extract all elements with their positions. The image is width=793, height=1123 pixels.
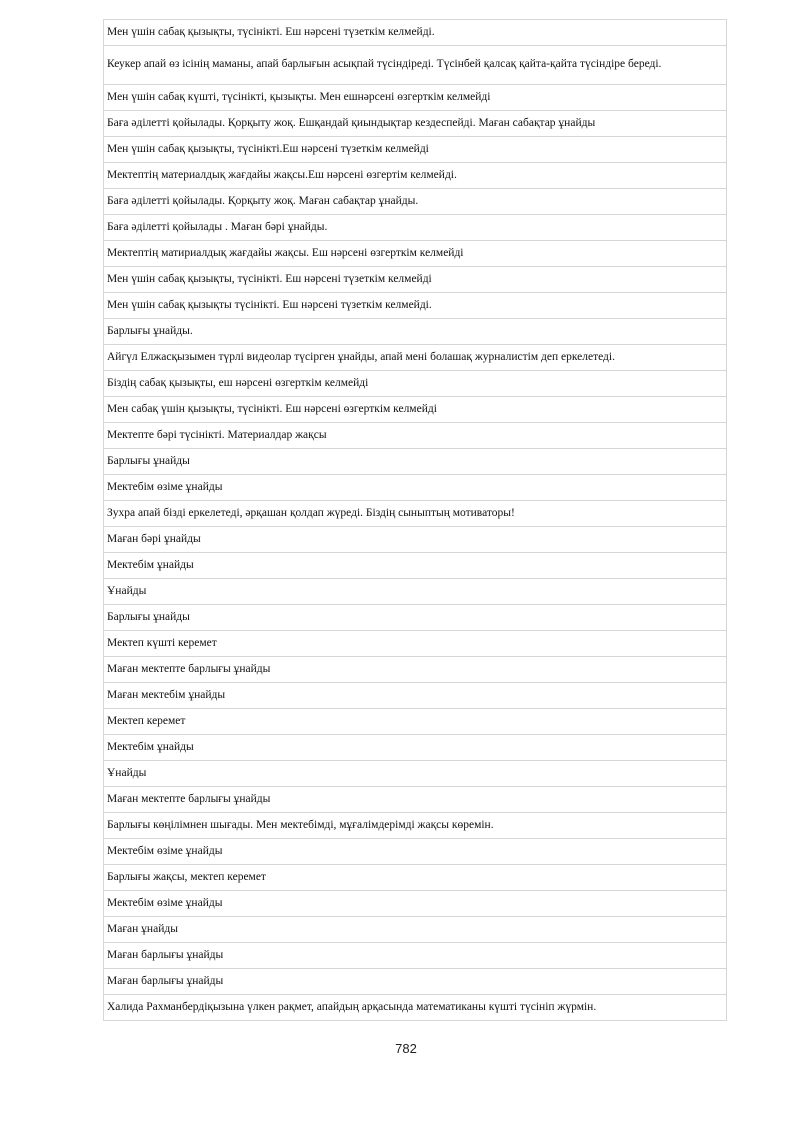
- table-row: [104, 761, 727, 787]
- response-cell: Ұнайды: [104, 579, 727, 605]
- table-row: [104, 371, 727, 397]
- response-cell: Мен сабақ үшін қызықты, түсінікті. Еш нәрсені өзгерткім келмейді: [104, 397, 727, 423]
- table-row: [104, 995, 727, 1021]
- response-cell: Маған барлығы ұнайды: [104, 943, 727, 969]
- response-cell: Айгүл Елжасқызымен түрлі видеолар түсірген ұнайды, апай мені болашақ журналистім деп еркелетеді.: [104, 345, 727, 371]
- response-cell: Мен үшін сабақ күшті, түсінікті, қызықты. Мен ешнәрсені өзгерткім келмейді: [104, 85, 727, 111]
- table-row: [104, 735, 727, 761]
- response-cell: Халида Рахманбердіқызына үлкен рақмет, апайдың арқасында математиканы күшті түсініп жүрмін.: [104, 995, 727, 1021]
- response-cell: Мектептің материалдық жағдайы жақсы.Еш нәрсені өзгертім келмейді.: [104, 163, 727, 189]
- table-row: [104, 709, 727, 735]
- response-cell: Баға әділетті қойылады. Қорқыту жоқ. Маған сабақтар ұнайды.: [104, 189, 727, 215]
- table-row: [104, 449, 727, 475]
- table-row: [104, 501, 727, 527]
- response-cell: Мектебім өзіме ұнайды: [104, 891, 727, 917]
- table-row: [104, 85, 727, 111]
- response-cell: Мектеп керемет: [104, 709, 727, 735]
- response-cell: Барлығы жақсы, мектеп керемет: [104, 865, 727, 891]
- table-row: [104, 917, 727, 943]
- response-cell: Маған барлығы ұнайды: [104, 969, 727, 995]
- table-row: [104, 605, 727, 631]
- response-cell: Мен үшін сабақ қызықты, түсінікті. Еш нәрсені түзеткім келмейді.: [104, 20, 727, 46]
- table-row: [104, 46, 727, 85]
- table-row: [104, 345, 727, 371]
- response-cell: Маған мектепте барлығы ұнайды: [104, 657, 727, 683]
- response-cell: Біздің сабақ қызықты, еш нәрсені өзгерткім келмейді: [104, 371, 727, 397]
- table-row: [104, 787, 727, 813]
- response-cell: Мен үшін сабақ қызықты, түсінікті.Еш нәрсені түзеткім келмейді: [104, 137, 727, 163]
- response-cell: Барлығы ұнайды.: [104, 319, 727, 345]
- response-cell: Кеукер апай өз ісінің маманы, апай барлығын асықпай түсіндіреді. Түсінбей қалсақ қайта-қайта түсіндіре береді.: [104, 46, 727, 85]
- responses-table: [103, 19, 727, 1021]
- table-row: [104, 423, 727, 449]
- table-row: [104, 241, 727, 267]
- table-row: [104, 943, 727, 969]
- response-cell: Баға әділетті қойылады . Маған бәрі ұнайды.: [104, 215, 727, 241]
- response-cell: Ұнайды: [104, 761, 727, 787]
- response-cell: Маған мектепте барлығы ұнайды: [104, 787, 727, 813]
- table-row: [104, 891, 727, 917]
- table-row: [104, 397, 727, 423]
- response-cell: Зухра апай бізді еркелетеді, әрқашан қолдап жүреді. Біздің сыныптың мотиваторы!: [104, 501, 727, 527]
- table-row: [104, 293, 727, 319]
- response-cell: Мектебім ұнайды: [104, 553, 727, 579]
- table-row: [104, 215, 727, 241]
- responses-table-body: [104, 20, 727, 1021]
- table-row: [104, 579, 727, 605]
- response-cell: Мен үшін сабақ қызықты түсінікті. Еш нәрсені түзеткім келмейді.: [104, 293, 727, 319]
- table-row: [104, 865, 727, 891]
- response-cell: Барлығы ұнайды: [104, 449, 727, 475]
- response-cell: Мектептің матириалдық жағдайы жақсы. Еш нәрсені өзгерткім келмейді: [104, 241, 727, 267]
- response-cell: Барлығы көңілімнен шығады. Мен мектебімді, мұғалімдерімді жақсы көремін.: [104, 813, 727, 839]
- response-cell: Барлығы ұнайды: [104, 605, 727, 631]
- response-cell: Мектеп күшті керемет: [104, 631, 727, 657]
- response-cell: Мектепте бәрі түсінікті. Материалдар жақсы: [104, 423, 727, 449]
- table-row: [104, 111, 727, 137]
- table-row: [104, 631, 727, 657]
- response-cell: Мектебім өзіме ұнайды: [104, 839, 727, 865]
- response-cell: Маған ұнайды: [104, 917, 727, 943]
- table-row: [104, 839, 727, 865]
- response-cell: Маған мектебім ұнайды: [104, 683, 727, 709]
- response-cell: Маған бәрі ұнайды: [104, 527, 727, 553]
- table-row: [104, 137, 727, 163]
- table-row: [104, 267, 727, 293]
- table-row: [104, 657, 727, 683]
- table-row: [104, 553, 727, 579]
- response-cell: Баға әділетті қойылады. Қорқыту жоқ. Ешқандай қиындықтар кездеспейді. Маған сабақтар ұнайды: [104, 111, 727, 137]
- table-row: [104, 163, 727, 189]
- table-row: [104, 475, 727, 501]
- table-row: [104, 683, 727, 709]
- page-number: 782: [395, 1041, 417, 1056]
- table-row: [104, 189, 727, 215]
- table-row: [104, 813, 727, 839]
- response-cell: Мен үшін сабақ қызықты, түсінікті. Еш нәрсені түзеткім келмейді: [104, 267, 727, 293]
- table-row: [104, 20, 727, 46]
- response-cell: Мектебім ұнайды: [104, 735, 727, 761]
- table-row: [104, 319, 727, 345]
- response-cell: Мектебім өзіме ұнайды: [104, 475, 727, 501]
- table-row: [104, 969, 727, 995]
- table-row: [104, 527, 727, 553]
